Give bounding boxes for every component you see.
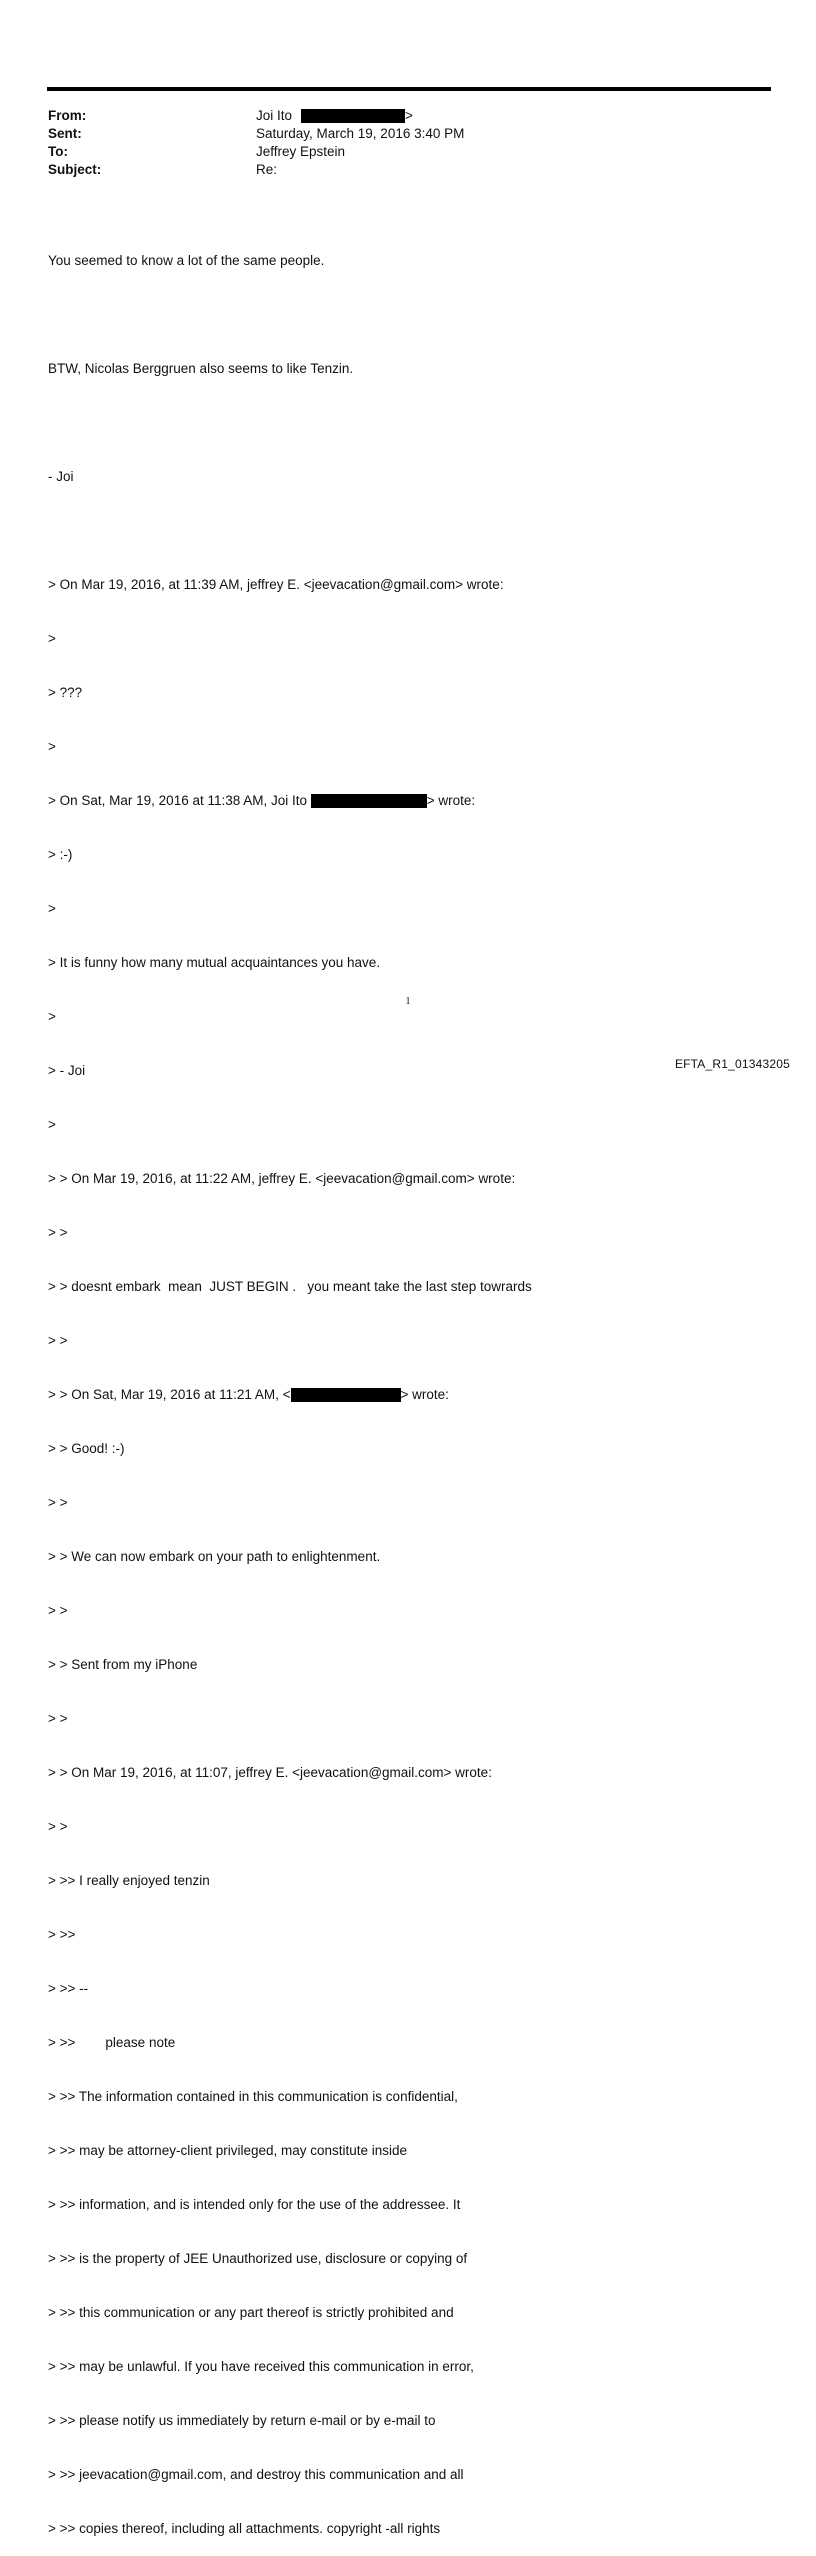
quote-text: > On Sat, Mar 19, 2016 at 11:38 AM, Joi Ito <box>48 793 311 808</box>
quote-line: > > On Mar 19, 2016, at 11:07, jeffrey E. <jeevacation@gmail.com> wrote: <box>48 1765 492 1780</box>
disclaimer-line: > >> information, and is intended only for the use of the addressee. It <box>48 2197 461 2212</box>
quote-line: > >> <box>48 1927 76 1942</box>
quote-line: > >> -- <box>48 1981 89 1996</box>
quote-line: > > Sent from my iPhone <box>48 1657 198 1672</box>
quote-text: > > On Sat, Mar 19, 2016 at 11:21 AM, < <box>48 1387 291 1402</box>
quote-line: > >> I really enjoyed tenzin <box>48 1873 210 1888</box>
disclaimer-line: > >> is the property of JEE Unauthorized use, disclosure or copying of <box>48 2251 468 2266</box>
body-line: BTW, Nicolas Berggruen also seems to like Tenzin. <box>48 361 354 376</box>
sent-row <box>48 125 748 143</box>
disclaimer-line: > >> this communication or any part thereof is strictly prohibited and <box>48 2305 454 2320</box>
from-label: From: <box>48 108 87 123</box>
quote-line: > It is funny how many mutual acquaintances you have. <box>48 955 381 970</box>
quote-line: > - Joi <box>48 1063 86 1078</box>
quote-line <box>48 792 768 810</box>
disclaimer-line: > >> copies thereof, including all attachments. copyright -all rights <box>48 2521 441 2536</box>
from-value <box>256 107 413 125</box>
from-name: Joi Ito <box>256 108 293 123</box>
document-id: EFTA_R1_01343205 <box>674 1057 790 1071</box>
quote-line: > On Mar 19, 2016, at 11:39 AM, jeffrey E. <jeevacation@gmail.com> wrote: <box>48 577 504 592</box>
signature: - Joi <box>48 469 74 484</box>
from-row <box>48 107 748 125</box>
quote-line: > :-) <box>48 847 73 862</box>
quote-line: > > <box>48 1495 68 1510</box>
email-header <box>48 107 748 179</box>
redaction-box <box>311 794 427 808</box>
quote-line: > > On Mar 19, 2016, at 11:22 AM, jeffrey E. <jeevacation@gmail.com> wrote: <box>48 1171 516 1186</box>
to-value: Jeffrey Epstein <box>256 144 346 159</box>
quote-line: > > We can now embark on your path to enlightenment. <box>48 1549 381 1564</box>
redaction-box <box>291 1388 401 1402</box>
sent-value: Saturday, March 19, 2016 3:40 PM <box>256 126 465 141</box>
disclaimer-line: > >> may be attorney-client privileged, may constitute inside <box>48 2143 408 2158</box>
quote-line: > <box>48 901 56 916</box>
page-number: 1 <box>405 996 411 1007</box>
to-row <box>48 143 748 161</box>
disclaimer-line: > >> jeevacation@gmail.com, and destroy this communication and all <box>48 2467 464 2482</box>
quote-text: > wrote: <box>426 793 476 808</box>
quote-line: > > <box>48 1333 68 1348</box>
sent-label: Sent: <box>48 126 82 141</box>
quote-line: > <box>48 739 56 754</box>
disclaimer-line: > >> please notify us immediately by return e-mail or by e-mail to <box>48 2413 436 2428</box>
quote-line: > > doesnt embark mean JUST BEGIN . you meant take the last step towrards <box>48 1279 532 1294</box>
subject-row <box>48 161 748 179</box>
quote-line: > > <box>48 1603 68 1618</box>
quote-line: > <box>48 631 56 646</box>
disclaimer-line: > >> may be unlawful. If you have received this communication in error, <box>48 2359 474 2374</box>
body-line: You seemed to know a lot of the same people. <box>48 253 325 268</box>
quote-text: > wrote: <box>400 1387 449 1402</box>
quote-line: > ??? <box>48 685 83 700</box>
quote-line: > <box>48 1009 56 1024</box>
quote-line: > <box>48 1117 56 1132</box>
quote-line: > > Good! :-) <box>48 1441 125 1456</box>
email-body <box>48 216 768 2556</box>
disclaimer-line: > >> The information contained in this communication is confidential, <box>48 2089 458 2104</box>
quote-line: > > <box>48 1225 68 1240</box>
quote-line: > > <box>48 1711 68 1726</box>
from-tail: > <box>405 108 413 123</box>
subject-label: Subject: <box>48 162 102 177</box>
redaction-box <box>301 109 405 123</box>
to-label: To: <box>48 144 68 159</box>
quote-line: > > <box>48 1819 68 1834</box>
quote-line: > >> please note <box>48 2035 176 2050</box>
header-rule <box>47 87 771 91</box>
quote-line <box>48 1386 768 1404</box>
subject-value: Re: <box>256 162 278 177</box>
